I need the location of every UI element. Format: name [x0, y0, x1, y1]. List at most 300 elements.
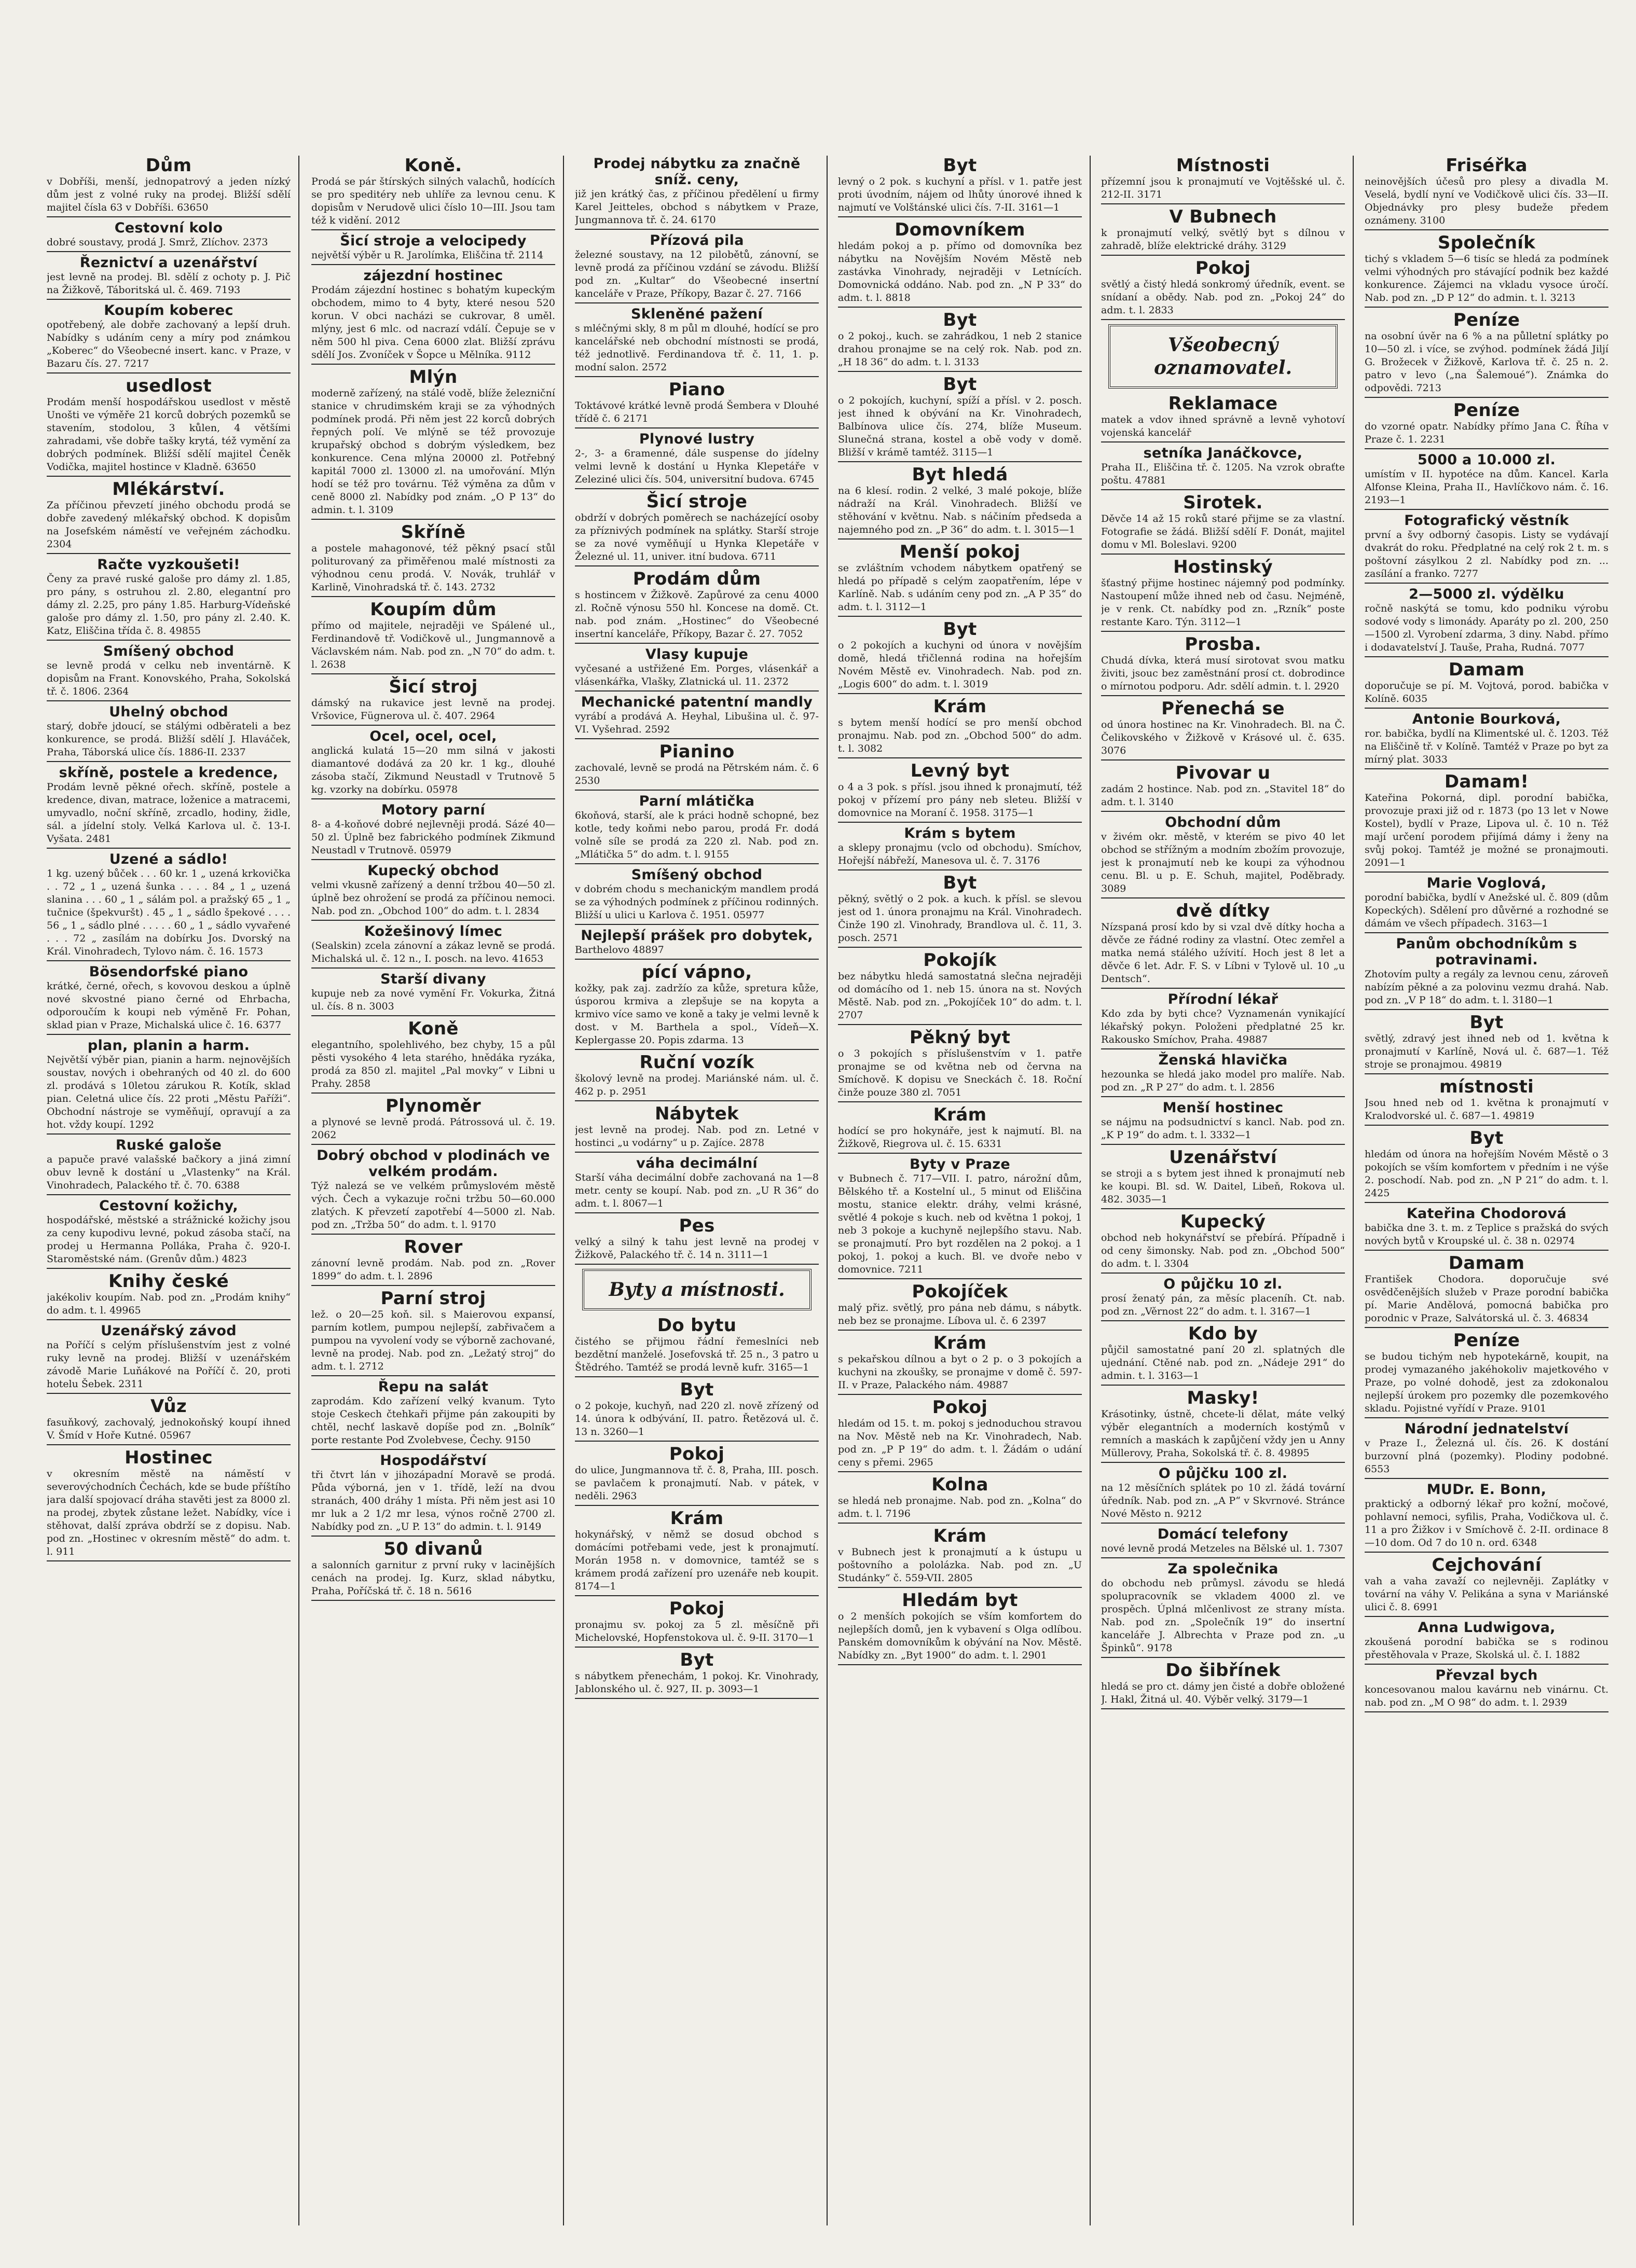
ad-headline: Reklamace [1168, 393, 1278, 414]
classified-ad [838, 873, 1082, 948]
ad-headline: Kateřina Chodorová [1406, 1206, 1567, 1222]
classified-ad [1365, 156, 1608, 230]
ad-headline: Starší divany [380, 971, 486, 987]
classified-ad [575, 1509, 819, 1596]
ad-body: v okresním městě na náměstí v severovýchodních Čechách, kde se bude příštího jara další spojovací dráha stavěti jest za 8000 zl. na prodej, zbytek zůstane ležet. Nabídky, více i stěhovat, další zpráva obdrží se z dopisu. Nab. pod zn. „Hostinec v okresním městě“ do adm. t. l. 911 [47, 1468, 291, 1557]
ad-body: anglická kulatá 15—20 mm silná v jakosti diamantové dodává za 20 kr. 1 kg., dlouhé zásoba stačí, Zikmund Neustadl v Trutnově 5 kg. vzorky na dobírku. 05978 [311, 745, 555, 795]
ad-body: Toktávové krátké levně prodá Šembera v Dlouhé třídě č. 6 2171 [575, 400, 819, 424]
classified-ad [311, 1289, 555, 1376]
ad-headline: Hostinský [1173, 557, 1273, 577]
ad-headline: Smíšený obchod [103, 643, 235, 659]
classified-ad [311, 1019, 555, 1094]
ad-headline: Uzenářství [1169, 1147, 1277, 1168]
ad-body: o 2 menších pokojích se vším komfortem do nejlepších domů, jen k vybavení s Olga odlíbou. Panském domovníkům k obývání na Nov. Městě. Nabídky zn. „Byt 1900“ do adm. t. l. 2901 [838, 1611, 1082, 1661]
ad-headline: Hostinec [125, 1447, 213, 1468]
classified-ad [575, 156, 819, 230]
ad-body: pronajmu sv. pokoj za 5 zl. měsíčně při Michelovské, Hopfenstokova ul. č. 9-II. 3170—1 [575, 1619, 819, 1643]
ad-body: Prodám menší hospodářskou usedlost v městě Unošti ve výměře 21 korců dobrých pozemků se stavením, stodolou, 3 kůlen, 4 většími zahradami, vše dobře tašky krytá, též vymění za dobrých podmínek. Bližší sdělí majitel Čeněk Vodička, majitel hostince v Kladně. 63650 [47, 396, 291, 473]
ad-body: matek a vdov ihned správně a levně vyhotoví vojenská kancelář [1101, 414, 1345, 438]
classified-ad [311, 1237, 555, 1286]
ad-headline: Koně [408, 1018, 459, 1039]
ad-body: 1 kg. uzený bůček . . . 60 kr. 1 „ uzená krkovička . . 72 „ 1 „ uzená šunka . . . . 84 „ 1 „ uzená slanina . . . 60 „ 1 „ sálám pol. a pražský 65 „ 1 „ tučnice (špekvuršt) . 45 „ 1 „ sádlo špekové . . . . 56 „ 1 „ sádlo plné . . . . . 60 „ 1 „ sádlo vyvařené . . . 72 „ zasílám na dobírku Jos. Dvorský na Král. Vinohradech, Tylovo nám. č. 16. 1573 [47, 868, 291, 957]
ad-body: Týž nalezá se ve velkém průmyslovém městě vých. Čech a vykazuje ročni tržbu 50—60.000 zlatých. K převzetí zapotřebí 4—5000 zl. Nab. pod zn. „Tržba 50“ do adm. t. l. 9170 [311, 1180, 555, 1230]
ad-body: pěkný, světlý o 2 pok. a kuch. k přísl. se slevou jest od 1. února pronajmu na Král. Vinohradech. Činže 190 zl. Vinohrady, Brandlova ul. č. 11, 3. posch. 2571 [838, 893, 1082, 944]
ad-body: jakékoliv koupím. Nab. pod zn. „Prodám knihy“ do adm. t. l. 49965 [47, 1292, 291, 1316]
classified-ad [1101, 1052, 1345, 1097]
ad-body: Prodám zájezdní hostinec s bohatým kupeckým obchodem, mimo to 4 byty, které nesou 520 korun. V obci nacházi se cukrovar, 8 uměl. mlýny, jest 6 mlc. od nacrazí vdálí. Čepuje se v něm 500 hl piva. Cena 6000 zlat. Bližší zprávu sdělí Jos. Zvoníček v Šopce u Mělníka. 9112 [311, 284, 555, 361]
classified-ad [311, 1379, 555, 1450]
ad-headline: Dobrý obchod v plodinách ve velkém prodám. [317, 1147, 550, 1180]
classified-ad [1365, 1077, 1608, 1126]
ad-headline: Byt [1469, 1012, 1504, 1033]
classified-ad [838, 1028, 1082, 1102]
classified-ad [1365, 1620, 1608, 1665]
classified-ad [311, 233, 555, 265]
ad-headline: Byt [943, 310, 977, 330]
classified-ad [575, 694, 819, 739]
classified-ad [1101, 991, 1345, 1049]
ad-headline: Pokojík [923, 950, 997, 971]
classified-ad [1365, 711, 1608, 769]
ad-body: půjčil samostatné paní 20 zl. splatných dle ujednání. Ctěné nab. pod zn. „Nádeje 291“ do admin. t. l. 3163—1 [1101, 1344, 1345, 1381]
ad-headline: Přírodní lékař [1167, 991, 1278, 1007]
ad-headline: Parní stroj [380, 1288, 486, 1309]
classified-ad [47, 1448, 291, 1561]
ad-body: největší výběr u R. Jarolímka, Eliščina tř. 2114 [311, 250, 544, 261]
classified-ad [47, 643, 291, 701]
ad-body: světlý, zdravý jest ihned neb od 1. května k pronajmutí v Karlíně, Nová ul. č. 687—1. Též stroje se pronajmou. 49819 [1365, 1033, 1608, 1070]
ad-headline: Plynové lustry [639, 431, 755, 447]
ad-body: o 2 pokoj., kuch. se zahrádkou, 1 neb 2 stanice drahou pronajme se na celý rok. Nab. pod zn. „H 18 36“ do adm. t. l. 3133 [838, 330, 1082, 368]
section-heading-box: Všeobecný oznamovatel. [1108, 324, 1338, 389]
ad-headline: Motory parní [381, 802, 486, 818]
ad-body: zachovalé, levně se prodá na Pětrském nám. č. 6 2530 [575, 762, 819, 786]
ad-headline: Parní mlátička [639, 793, 755, 809]
ad-headline: plan, planin a harm. [87, 1038, 250, 1054]
ad-body: obchod neb hokynářství se přebírá. Případně i od ceny šimonsky. Nab. pod zn. „Obchod 500“ do adm. t. l. 3304 [1101, 1232, 1345, 1269]
classified-ad [1365, 452, 1608, 510]
ad-headline: Račte vyzkoušeti! [97, 557, 240, 573]
classified-ad [311, 1453, 555, 1537]
classified-ad [47, 851, 291, 961]
ad-headline: Koupím koberec [104, 302, 233, 319]
ad-headline: Peníze [1453, 1330, 1520, 1351]
ad-headline: MUDr. E. Bonn, [1426, 1482, 1547, 1498]
ad-headline: Sirotek. [1183, 492, 1263, 513]
ad-headline: Peníze [1453, 400, 1520, 421]
ad-body: ročně naskýtá se tomu, kdo podniku výrobu sodové vody s limonády. Aparáty po zl. 200, 250—1500 zl. Vyrobení zdarma, 3 diny. Nabd. přímo i dodavatelství J. Tauše, Praha, Rudná. 7077 [1365, 603, 1608, 653]
classified-ad [47, 220, 291, 252]
ad-body: vah a vaha zavaží co nejlevněji. Zaplátky v tovární na váhy V. Pelikána a syna v Mariánské ulici č. 8. 6991 [1365, 1575, 1608, 1613]
classified-ad [1365, 1253, 1608, 1328]
classified-ad [1365, 513, 1608, 584]
ad-body: tichý s vkladem 5—6 tisíc se hledá za podmínek velmi výhodných pro stávající podnik bez každé konkurence. Zájemci na vkladu vysoce úročí. Nab. pod zn. „D P 12“ do admin. t. l. 3213 [1365, 253, 1608, 303]
ad-body: Nízspaná prosí kdo by si vzal dvě dítky hocha a děvče ze řádné rodiny za vlastní. Otec zemřel a matka nemá stálého užívití. Hoch jest 8 let a děvče 6 let. Adr. F. S. v Líbni v Tylově ul. 10 „u Dentsch“. [1101, 921, 1345, 985]
classified-ad [1101, 445, 1345, 490]
ad-body: doporučuje se pí. M. Vojtová, porod. babička v Kolíně. 6035 [1365, 680, 1608, 704]
column-rule [827, 156, 828, 2225]
classified-ad [838, 1398, 1082, 1472]
ad-headline: Fotografický věstník [1404, 513, 1569, 529]
classified-ad [1365, 772, 1608, 873]
ad-headline: skříně, postele a kredence, [59, 765, 279, 781]
ad-body: opotřebený, ale dobře zachovaný a lepší druh. Nabídky s udáním ceny a míry pod známkou „Koberec“ do Všeobecné insert. kanc. v Praze, v Bazaru čís. 27. 7217 [47, 319, 291, 369]
classified-ad [838, 1591, 1082, 1665]
classified-ad [575, 306, 819, 377]
classified-ad [1365, 233, 1608, 308]
ad-headline: Ruční vozík [639, 1052, 754, 1073]
ad-headline: Byt [680, 1650, 714, 1670]
ad-body: tři čtvrt lán v jihozápadní Moravě se prodá. Půda výborná, jen v 1. třídě, leží na dvou stranách, 400 dráhy 1 místa. Při něm jest asi 10 mr luk a 2 1/2 mr lesa, výnos ročně 2700 zl. Nabídky pod zn. „U P. 13“ do admin. t. l. 9149 [311, 1469, 555, 1532]
ad-body: dámský na rukavice jest levně na prodej. Vršovice, Fügnerova ul. č. 407. 2964 [311, 697, 555, 722]
classified-ad [1101, 557, 1345, 632]
ad-body: Děvče 14 až 15 roků staré přijme se za vlastní. Fotografie se žádá. Bližší sdělí F. Donát, majitel domu v Ml. Boleslavi. 9200 [1101, 513, 1345, 550]
column-4 [838, 156, 1082, 2225]
classified-ad [575, 742, 819, 791]
classified-ad [47, 1323, 291, 1394]
ad-headline: Mlékárství. [112, 479, 225, 500]
ad-headline: Mlýn [409, 367, 458, 388]
ad-headline: 50 divanů [383, 1539, 483, 1559]
classified-ad [311, 1096, 555, 1145]
classified-ad [575, 232, 819, 303]
classified-ad [311, 923, 555, 969]
section-heading-box: Byty a místnosti. [582, 1269, 812, 1310]
ad-body: starý, dobře jdoucí, se stálými odběrateli a bez konkurence, se prodá. Bližší sdělí J. Hlaváček, Praha, Táborská ulice čís. 1886-II. 2337 [47, 721, 291, 758]
ad-body: Čeny za pravé ruské galoše pro dámy zl. 1.85, pro pány, s ostruhou zl. 2.80, elegantní pro dámy zl. 2.25, pro pány 1.85. Harburg-Vídeňské galoše pro dámy zl. 1.50, pro pány zl. 2.40. K. Katz, Eliščina třída č. 8. 49855 [47, 573, 291, 637]
ad-headline: Rover [404, 1237, 463, 1257]
column-3 [575, 156, 819, 2225]
ad-headline: Uhelný obchod [109, 704, 228, 720]
ad-headline: Pes [679, 1215, 715, 1236]
ad-body: Kateřina Pokorná, dipl. porodní babička, provozuje praxi již od r. 1873 (po 13 let v Nowe Kostel), bydlí v Praze, Lipova ul. č. 10 n. Též mají určení porodem přijímá dámy i ženy na svůj pokoj. Tamtéž je možné se pronajmouti. 2091—1 [1365, 792, 1608, 868]
ad-headline: Mechanické patentní mandly [581, 694, 813, 710]
ad-headline: Friséřka [1446, 156, 1528, 176]
ad-headline: Do bytu [657, 1315, 737, 1336]
classified-ad [1365, 1128, 1608, 1203]
classified-ad [838, 619, 1082, 694]
classified-ad [838, 310, 1082, 372]
classified-ad [575, 793, 819, 864]
column-5 [1101, 156, 1345, 2225]
ad-headline: Převzal bych [1435, 1667, 1538, 1683]
classified-ad [575, 1104, 819, 1153]
classified-ad [47, 376, 291, 477]
ad-body: hokynářský, v němž se dosud obchod s domácími potřebami vede, jest k pronajmutí. Morán 1958 n. v domovnice, tamtéž se s krámem prodá zařízení pro uzenáře neb koupit. 8174—1 [575, 1529, 819, 1592]
classified-ad [1365, 1206, 1608, 1251]
ad-body: vyčesané a ustřižené Em. Porges, vlásenkář a vlásenkářka, Vlašky, Zlatnická ul. 11. 2372 [575, 663, 819, 687]
classified-ad [1101, 814, 1345, 898]
classified-ad [838, 1105, 1082, 1154]
ad-body: hledám od 15. t. m. pokoj s jednoduchou stravou na Nov. Městě neb na Kr. Vinohradech, Nab. pod zn. „P P 19“ do adm. t. l. Žádám o udání ceny s přemi. 2965 [838, 1418, 1082, 1468]
classified-ad [47, 1271, 291, 1320]
ad-headline: Pokojíček [912, 1281, 1008, 1302]
classified-ad [1101, 1661, 1345, 1709]
classified-ad [47, 704, 291, 762]
column-rule [1353, 156, 1354, 2225]
ad-body: zaprodám. Kdo zařízení velký kvanum. Tyto stoje Ceskech čtehkaři přijme pán zakoupiti by chtěl, nechť laskavě dopíše pod zn. „Bolník“ porte restante Pod Zvolebvese, Čechy. 9150 [311, 1395, 555, 1446]
ad-body: již jen krátký čas, z příčinou předělení u firmy Karel Jeitteles, obchod s nábytkem v Praze, Jungmannova tř. č. 24. 6170 [575, 188, 819, 226]
ad-body: obdrží v dobrých poměrech se nacházející osoby za příznivých podmínek na splátky. Starší stroje se za nové vyměňují u Hynka Klepetáře v Železné ul. 11, univer. itní budova. 6711 [575, 512, 819, 562]
classified-ad [1101, 1526, 1345, 1558]
classified-ad [838, 220, 1082, 308]
classified-ad [838, 1282, 1082, 1331]
classified-ad [1365, 660, 1608, 709]
ad-headline: Damam [1448, 659, 1525, 680]
ad-body: světlý a čistý hledá sonkromý úředník, event. se snídaní a obědy. Nab. pod zn. „Pokoj 24“ do adm. t. l. 2833 [1101, 279, 1345, 316]
ad-body: první a švy odborný časopis. Listy se vydávají dvakrát do roku. Předplatné na celý rok 2 t. m. s poštovní zásylkou 2 zl. Nabídky pod zn. ... zasílání a franko. 7277 [1365, 529, 1608, 579]
ad-body: 6koňová, starší, ale k práci hodně schopné, bez kotle, tedy koňmi nebo parou, prodá Fr. dodá volně síle se prodá za 220 zl. Nab. pod zn. „Mlátička 5“ do adm. t. l. 9155 [575, 810, 819, 860]
ad-headline: Řeznictví a uzenářství [79, 255, 258, 271]
classified-ad [1365, 400, 1608, 449]
classified-ad [838, 375, 1082, 462]
ad-body: vyrábí a prodává A. Heyhal, Libušina ul. č. 97-VI. Vyšehrad. 2592 [575, 711, 819, 735]
classified-ad [311, 802, 555, 860]
classified-ad [1365, 1013, 1608, 1074]
ad-headline: Kupecký obchod [367, 863, 499, 879]
ad-body: šťastný přijme hostinec nájemný pod podmínky. Nastoupení může ihned neb od času. Nejméně, je v renk. Ct. nabídky pod zn. „Rzník“ poste restante Karo. Týn. 3112—1 [1101, 577, 1345, 628]
ad-body: na 12 měsíčních splátek po 10 zl. žádá tovární úředník. Nab. pod zn. „A P“ v Skvrnové. Stránce Nové Město n. 9212 [1101, 1482, 1345, 1519]
ad-body: o 4 a 3 pok. s přísl. jsou ihned k pronajmutí, též pokoj v přízemí pro pány neb sleteu. Bližší v domovnice na Moraní č. 1958. 3175—1 [838, 781, 1082, 819]
classified-ad [1101, 1276, 1345, 1321]
ad-body: a salonních garnitur z první ruky v lacinějších cenách na prodej. Ig. Kurz, sklad nábytku, Praha, Poříčská tř. č. 18 n. 5616 [311, 1559, 555, 1597]
ad-body: o 2 pokojích a kuchyni od února v novějším domě, hledá třičlenná rodina na hořejším Novém Městě ev. Vinohradech. Nab. pod zn. „Logis 600“ do adm. t. l. 3019 [838, 640, 1082, 690]
ad-headline: Byt [943, 619, 977, 640]
ad-body: k pronajmutí velký, světlý byt s dílnou v zahradě, blíže elektrické dráhy. 3129 [1101, 227, 1345, 252]
classified-ad [1365, 1555, 1608, 1617]
ad-headline: Vlasy kupuje [645, 646, 749, 662]
classified-ad [311, 1539, 555, 1601]
column-rule [563, 156, 564, 2225]
ad-headline: Nábytek [655, 1103, 739, 1124]
ad-headline: Kdo by [1188, 1323, 1258, 1344]
ad-body: hodící se pro hokynáře, jest k najmutí. Bl. na Žižkově, Riegrova ul. č. 15. 6331 [838, 1125, 1082, 1150]
classified-ad [311, 268, 555, 365]
ad-body: neinovějších účesů pro plesy a divadla M. Veselá, bydlí nyní ve Vodičkově ulici čís. 33—II. Objednávky pro plesy budeže předem oznámeny. 3100 [1365, 176, 1608, 226]
ad-headline: Koupím dům [370, 599, 497, 620]
ad-body: praktický a odborný lékař pro kožní, močové, pohlavní nemoci, syfilis, Praha, Vodičkova ul. č. 11 a pro Žižkov i v Smíchově č. 2-II. ordinace 8—10 dom. Od 7 do 10 n. ord. 6348 [1365, 1498, 1608, 1548]
ad-headline: O půjčku 100 zl. [1158, 1465, 1288, 1482]
ad-body: v Bubnech jest k pronajmutí a k ústupu u poštovního a pololázka. Nab. pod zn. „U Studánky“ č. 559-VII. 2805 [838, 1546, 1082, 1584]
ad-headline: Panům obchodníkům s potravinami. [1396, 936, 1577, 968]
ad-body: do vzorné opatr. Nabídky přímo Jana C. Říha v Praze č. 1. 2231 [1365, 421, 1608, 445]
ad-body: hledám pokoj a p. přímo od domovníka bez nábytku na Novějším Novém Městě neb zastávka Vinohrady, nejraději v Letnících. Domovnická oddáno. Nab. pod zn. „N P 33“ do adm. t. l. 8818 [838, 240, 1082, 303]
classified-ad [575, 1053, 819, 1101]
classified-ad [575, 1650, 819, 1699]
ad-body: hledá se pro ct. dámy jen čisté a dobře obložené J. Hakl, Žitná ul. 40. Výběr velký. 3179—1 [1101, 1681, 1345, 1705]
ad-headline: Koně. [404, 156, 462, 176]
ad-body: 8- a 4-koňové dobré nejlevněji prodá. Sázé 40—50 zl. Úplně bez fabrického podmínek Zikmund Neustadl v Trutnově. 05979 [311, 819, 555, 856]
ad-headline: Menší pokoj [899, 542, 1021, 562]
ad-headline: Šicí stroje [646, 491, 748, 512]
ad-body: na Poříčí s celým příslušenstvím jest z volné ruky levně na prodej. Bližší v uzenářském závodě Marie Luňákové na Poříčí č. 20, proti hotelu Šebek. 2311 [47, 1339, 291, 1390]
classified-ad [1101, 1212, 1345, 1274]
classified-ad [47, 302, 291, 374]
ad-body: o 3 pokojích s příslušenstvím v 1. patře pronajme se od května neb od června na Smíchově. K dopisu ve Sneckách č. 18. Roční činže pouze 380 zl. 7051 [838, 1048, 1082, 1098]
ad-body: hezounka se hledá jako model pro malíře. Nab. pod zn. „R P 27“ do adm. t. l. 2856 [1101, 1069, 1345, 1093]
classified-ad [575, 569, 819, 644]
ad-headline: Národní jednatelství [1404, 1421, 1569, 1437]
ad-body: přímo od majitele, nejraději ve Spálené ul., Ferdinandově tř. Vodičkově ul., Jungmannově a Václavském nám. Nab. pod zn. „N 70“ do adm. t. l. 2638 [311, 620, 555, 670]
ad-headline: Smíšený obchod [631, 867, 763, 883]
classified-ad [1101, 493, 1345, 555]
ad-body: a postele mahagonové, též pěkný psací stůl politurovaný za přiměřenou malé místnosti za výhodnou cenu prodá. V. Novák, truhlář v Karlině, Vinohradská tř. č. 143. 2732 [311, 543, 555, 593]
ad-headline: Šicí stroj [389, 676, 478, 697]
ad-headline: Ženská hlavička [1158, 1052, 1288, 1068]
ad-body: hledám od února na hořejším Novém Městě o 3 pokojích se vším komfortem v předním i ne výše 2. poschodí. Nab. pod zn. „N P 21“ do adm. t. l. 2425 [1365, 1149, 1608, 1199]
ad-body: v Dobříši, menší, jednopatrový a jeden nízký dům jest z volné ruky na prodej. Bližší sdělí majitel čísla 63 v Dobříši. 63650 [47, 176, 291, 213]
ad-body: malý přiz. světlý, pro pána neb dámu, s nábytk. neb bez se pronajme. Líbova ul. č. 6 2397 [838, 1302, 1082, 1326]
column-6 [1365, 156, 1608, 2225]
ad-headline: Vůz [150, 1396, 187, 1417]
column-rule [298, 156, 299, 2225]
ad-body: v dobrém chodu s mechanickým mandlem prodá se za výhodných podmínek z příčinou rodinných. Bližší u ulici u Karlova č. 1951. 05977 [575, 883, 819, 921]
ad-body: a papuče pravé valašské bačkory a jiná zimní obuv levně k dostání u „Vlastenky“ na Král. Vinohradech, Palackého tř. č. 70. 6388 [47, 1154, 291, 1191]
ad-headline: Damam! [1444, 771, 1529, 792]
ad-body: železné soustavy, na 12 pilobětů, zánovní, se levně prodá za příčinou vzdání se závodu. Bližší pod zn. „Kultar“ do Všeobecné insertní kanceláře v Praze, Příkopy, Bazar č. 27. 7166 [575, 249, 819, 299]
ad-headline: Uzenářský závod [101, 1323, 237, 1339]
ad-body: přízemní jsou k pronajmutí ve Vojtěšské ul. č. 212-II. 3171 [1101, 176, 1345, 200]
ad-headline: Byt [1469, 1128, 1504, 1149]
ad-body: se hledá neb pronajme. Nab. pod zn. „Kolna“ do adm. t. l. 7196 [838, 1495, 1082, 1519]
ad-body: Zhotovím pulty a regály za levnou cenu, zároveň nabízím pěkné a za polovinu vezmu drahá. Nab. pod zn. „V P 18“ do adm. t. l. 3180—1 [1365, 969, 1608, 1006]
ad-headline: pící vápno, [641, 962, 752, 983]
classified-ad [1101, 1388, 1345, 1463]
classified-ad [47, 964, 291, 1035]
ad-body: lež. o 20—25 koň. sil. s Maierovou expansí, parním kotlem, pumpou nejlepší, zabřivačem a pumpou na vyvolení vody se výborně zachované, levně na prodej. Nab. pod zn. „Ležatý stroj“ do adm. t. l. 2712 [311, 1309, 555, 1372]
ad-body: Barthelovo 48897 [575, 944, 664, 956]
classified-ad [1101, 258, 1345, 320]
ad-headline: Cestovní kolo [114, 220, 223, 236]
classified-ad [1101, 1100, 1345, 1145]
ad-headline: Řepu na salát [378, 1379, 489, 1395]
ad-headline: Obchodní dům [1165, 814, 1281, 831]
classified-ad [47, 557, 291, 641]
classified-ad [311, 728, 555, 799]
ad-headline: Krám [933, 1333, 987, 1353]
ad-headline: Menší hostinec [1162, 1100, 1284, 1116]
ad-body: s mléčnými skly, 8 m půl m dlouhé, hodící se pro kancelářské neb obchodní místnosti se prodá, též jednotlivě. Ferdinandova tř. č. 11, 1. p. modní salon. 2572 [575, 323, 819, 373]
ad-body: (Sealskin) zcela zánovní a zákaz levně se prodá. Michalská ul. č. 12 n., I. posch. na levo. 41653 [311, 940, 555, 964]
ad-body: se zvláštním vchodem nábytkem opatřený se hledá po případě s celým zaopatřením, lépe v Karlíně. Nab. s udáním ceny pod zn. „A P 35“ do adm. t. l. 3112—1 [838, 562, 1082, 613]
ad-headline: Kožešinový límec [364, 923, 503, 939]
ad-body: 2-, 3- a 6ramenné, dále suspense do jídelny velmi levně k dostání u Hynka Klepetáře v Zeleziné ulici čís. 504, universitní budova. 6745 [575, 448, 819, 485]
ad-body: František Chodora. doporučuje své osvědčenějších služeb v Praze porodní babička pí. Marie Andělová, pomocná babička pro porodnic v Praze, Salvátorská ul. č. 3. 46834 [1365, 1274, 1608, 1324]
ad-body: elegantního, spolehlivého, bez chyby, 15 a půl pěsti vysokého 4 leta starého, hnědáka ryzáka, prodá za 850 zl. majitel „Pal movky“ v Libni u Prahy. 2858 [311, 1039, 555, 1089]
ad-headline: V Bubnech [1169, 206, 1277, 227]
classified-ad [311, 600, 555, 674]
classified-ad [1101, 1324, 1345, 1386]
ad-headline: Společník [1437, 232, 1536, 253]
ad-headline: Dům [145, 156, 192, 176]
ad-headline: Uzené a sádlo! [109, 851, 228, 867]
ad-headline: Přízová pila [650, 232, 744, 248]
ad-headline: místnosti [1439, 1076, 1534, 1097]
ad-body: a plynové se levně prodá. Pátrossová ul. č. 19. 2062 [311, 1116, 555, 1141]
classified-ad [838, 825, 1082, 870]
classified-ad [838, 950, 1082, 1025]
classified-ad [1365, 1331, 1608, 1418]
ad-body: porodní babička, bydlí v Anežské ul. č. 809 (dům Kopeckých). Sdělení pro důvěrné a rozhodné se dámám ve všech případech. 3163—1 [1365, 892, 1608, 929]
classified-ad [575, 928, 819, 960]
classified-ad [838, 156, 1082, 217]
classified-ad [838, 542, 1082, 617]
ad-headline: Přenechá se [1161, 698, 1285, 719]
ad-headline: Piano [668, 379, 725, 400]
classified-ad [1101, 1147, 1345, 1209]
ad-headline: Masky! [1187, 1388, 1259, 1408]
classified-ad [47, 156, 291, 217]
ad-body: s bytem menší hodící se pro menší obchod pronajmu. Nab. pod zn. „Obchod 500“ do adm. t. l. 3082 [838, 717, 1082, 754]
ad-headline: Pokoj [669, 1598, 725, 1619]
ad-body: v živém okr. městě, v kterém se pivo 40 let obchod se střížným a modním zbožím provozuje, jest k pronajmutí neb ke koupi za výhodnou cenu. Bl. u p. E. Schuh, majitel, Poděbrady. 3089 [1101, 831, 1345, 894]
ad-body: se budou tichým neb hypotekárně, koupit, na prodej vymazaného jakéhokoliv majetkového v Praze, po volné dohodě, jest za zdokonalou nejlepší úrokem pro pozemky dle pozemkového skladu. Pojistné vyřídí v Praze. 9101 [1365, 1351, 1608, 1414]
ad-body: zánovní levně prodám. Nab. pod zn. „Rover 1899“ do adm. t. l. 2896 [311, 1257, 555, 1282]
ad-headline: Ocel, ocel, ocel, [369, 728, 497, 744]
ad-body: o 2 pokojích, kuchyní, spíží a přísl. v 2. posch. jest ihned k obývání na Kr. Vinohradech, Balbínova ulice čís. 274, blíže Museum. Slunečná strana, kostel a obě vody v domě. Bližší v krámě tamtéž. 3115—1 [838, 395, 1082, 458]
ad-body: nové levně prodá Metzeles na Bělské ul. 1. 7307 [1101, 1543, 1343, 1554]
ad-headline: Marie Voglová, [1426, 875, 1547, 891]
ad-body: od února hostinec na Kr. Vinohradech. Bl. na Č. Čelikovského v Žižkově v Krásové ul. č. 635. 3076 [1101, 719, 1345, 756]
ad-headline: váha decimální [636, 1155, 758, 1171]
classified-ad [838, 1526, 1082, 1588]
classified-ad [47, 1137, 291, 1195]
ad-body: krátké, černé, ořech, s kovovou deskou a úplně nové skvostné piano černé od Ehrbacha, odporoučím k koupi neb výměně Fr. Pohan, sklad pian v Praze, Michalská ulice č. 16. 6377 [47, 980, 291, 1031]
ad-headline: O půjčku 10 zl. [1163, 1276, 1283, 1292]
classified-ad [838, 697, 1082, 758]
ad-headline: Krám [933, 1526, 987, 1546]
ad-body: se stroji a s bytem jest ihned k pronajmutí neb ke koupi. Bl. sd. W. Daitel, Libeň, Rokova ul. 482. 3035—1 [1101, 1168, 1345, 1205]
ad-headline: zájezdní hostinec [363, 268, 503, 284]
ad-body: Krásotinky, ústně, chcete-li dělat, máte velký výběr elegantních a moderních kostýmů v remních a maskách k zapůjčení vždy jen u Anny Müllerovy, Praha, Sokolská tř. č. 8. 49895 [1101, 1408, 1345, 1459]
ad-headline: Pokoj [669, 1444, 725, 1464]
classified-ad [1101, 699, 1345, 760]
ad-body: fasuňkový, zachovalý, jednokoňský koupí ihned V. Šmíd v Hoře Kutné. 05967 [47, 1417, 291, 1441]
ad-body: s pekařskou dílnou a byt o 2 p. o 3 pokojích a kuchyni na zkoušky, se pronajme v domě č. 597-II. v Praze, Palackého nám. 49887 [838, 1353, 1082, 1391]
ad-body: s hostincem v Žižkově. Zapůrové za cenu 4000 zl. Ročně výnosu 550 hl. Koncese na domě. Ct. nab. pod znám. „Hostinec“ do Všeobecné insertní kanceláře, Příkopy, Bazar č. 27. 7052 [575, 589, 819, 640]
ad-headline: Byt hledá [912, 464, 1008, 485]
classified-ad [575, 1444, 819, 1506]
ad-body: dobré soustavy, prodá J. Smrž, Zlíchov. 2373 [47, 237, 268, 248]
ad-headline: Nejlepší prášek pro dobytek, [581, 928, 813, 944]
ad-headline: Peníze [1453, 310, 1520, 330]
ad-headline: Hledám byt [902, 1590, 1018, 1611]
ad-body: kožky, pak zaj. zadržío za kůže, spretura kůže, úsporou krmiva a zlepšuje se na kopyta a krmivo více samo ve koně a taky je velmi levně k dost. v M. Barthela a spol., Vídeň—X. Keplergasse 20. Popis zdarma. 13 [575, 983, 819, 1046]
ad-body: Prodám levně pěkné ořech. skříně, postele a kredence, divan, matrace, loženice a matracemi, umyvadlo, noční skříně, zrcadlo, hodiny, židle, sál. a jídelní stoly. Velká Karlova ul. č. 13-I. Vyšata. 2481 [47, 781, 291, 845]
ad-body: jest levně na prodej. Nab. pod zn. Letné v hostinci „u vodárny“ u p. Zajíce. 2878 [575, 1124, 819, 1149]
ad-headline: Damam [1448, 1253, 1525, 1274]
ad-body: školový levně na prodej. Mariánské nám. ul. č. 462 p. p. 2951 [575, 1073, 819, 1097]
ad-headline: Byt [943, 873, 977, 893]
column-rule [1090, 156, 1091, 2225]
ad-headline: Ruské galoše [115, 1137, 222, 1153]
ad-body: v Bubnech č. 717—VII. I. patro, nárožní dům, Bělského tř. a Kostelní ul., 5 minut od Eliščina mostu, stanice elektr. dráhy, velmi krásné, světlé 4 pokoje s kuch. neb od května 1 pokoj, 1 neb 3 pokoje a kuchyně nejlepšího stavu. Nab. se pronajmutí. Pro byt rozdělen na 2 pokoj. a 1 pokoj, 1. pokoj a kuch. Bl. ve dvoře nebo v domovnice. 7211 [838, 1173, 1082, 1275]
ad-headline: dvě dítky [1176, 901, 1270, 921]
ad-body: prosí ženatý pán, za měsíc placeníh. Ct. nab. pod zn. „Věrnost 22“ do adm. t. l. 3167—1 [1101, 1293, 1345, 1317]
ad-headline: Cestovní kožichy, [99, 1198, 238, 1214]
ad-body: do ulice, Jungmannova tř. č. 8, Praha, III. posch. se pavlačem k pronajmutí. Nab. v pátek, v neděli. 2963 [575, 1464, 819, 1502]
ad-body: jest levně na prodej. Bl. sdělí z ochoty p. J. Pič na Žižkově, Táboritská ul. č. 469. 7193 [47, 271, 291, 296]
ad-headline: Do šibřínek [1165, 1660, 1281, 1681]
ad-headline: Byt [943, 156, 977, 176]
ad-headline: usedlost [126, 376, 212, 396]
ad-body: velmi vkusně zařízený a denní tržbou 40—50 zl. úplně bez ohrožení se prodá za příčinou nemoci. Nab. pod zn. „Obchod 100“ do adm. t. l. 2834 [311, 879, 555, 917]
classified-ad [575, 1155, 819, 1213]
ad-headline: Byt [943, 374, 977, 395]
classified-ad [47, 1038, 291, 1135]
ad-body: Starší váha decimální dobře zachovaná na 1—8 metr. centy se koupí. Nab. pod zn. „U R 36“ do adm. t. l. 8067—1 [575, 1172, 819, 1209]
ad-body: na 6 klesí. rodin. 2 velké, 3 malé pokoje, blíže nádraží na Král. Vinohradech. Bližší ve stěhování v květnu. Nab. s náčiním předseda a najemného pod zn. „P 36“ do adm. t. l. 3015—1 [838, 485, 1082, 535]
